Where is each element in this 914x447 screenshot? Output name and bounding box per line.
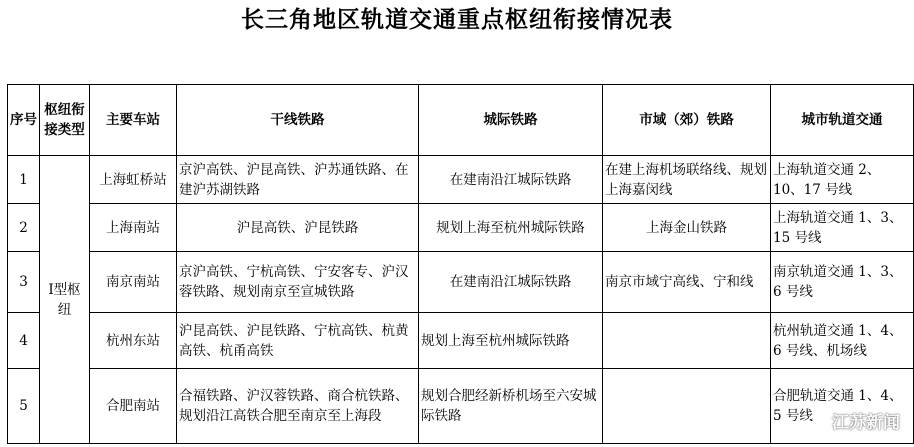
cell-suburban <box>603 369 771 444</box>
header-intercity-railway: 城际铁路 <box>419 85 603 156</box>
cell-seq: 2 <box>8 204 40 252</box>
cell-station: 上海南站 <box>90 204 177 252</box>
cell-station: 上海虹桥站 <box>90 156 177 204</box>
cell-metro: 合肥轨道交通 1、4、5 号线 <box>771 369 914 444</box>
cell-seq: 4 <box>8 313 40 369</box>
cell-station: 杭州东站 <box>90 313 177 369</box>
header-seq: 序号 <box>8 85 40 156</box>
cell-suburban: 南京市域宁高线、宁和线 <box>603 252 771 313</box>
header-row <box>8 85 914 156</box>
cell-suburban <box>603 313 771 369</box>
cell-trunk: 京沪高铁、沪昆高铁、沪苏通铁路、在建沪苏湖铁路 <box>177 156 419 204</box>
cell-metro: 上海轨道交通 2、10、17 号线 <box>771 156 914 204</box>
page-title: 长三角地区轨道交通重点枢纽衔接情况表 <box>241 7 673 33</box>
header-suburban-railway: 市域（郊）铁路 <box>603 85 771 156</box>
table-row <box>8 204 914 252</box>
cell-intercity: 规划合肥经新桥机场至六安城际铁路 <box>419 369 603 444</box>
cell-intercity: 规划上海至杭州城际铁路 <box>419 204 603 252</box>
cell-intercity: 在建南沿江城际铁路 <box>419 252 603 313</box>
cell-trunk: 沪昆高铁、沪昆铁路 <box>177 204 419 252</box>
cell-seq: 5 <box>8 369 40 444</box>
header-urban-rail-transit: 城市轨道交通 <box>771 85 914 156</box>
table-row <box>8 252 914 313</box>
table-row <box>8 313 914 369</box>
cell-hub-type: I型枢纽 <box>40 156 90 444</box>
cell-metro: 杭州轨道交通 1、4、6 号线、机场线 <box>771 313 914 369</box>
cell-station: 合肥南站 <box>90 369 177 444</box>
table-row <box>8 156 914 204</box>
cell-station: 南京南站 <box>90 252 177 313</box>
hub-table <box>7 84 914 444</box>
header-hub-type: 枢纽衔接类型 <box>40 85 90 156</box>
table-row <box>8 369 914 444</box>
cell-suburban: 上海金山铁路 <box>603 204 771 252</box>
header-trunk-railway: 干线铁路 <box>177 85 419 156</box>
cell-trunk: 京沪高铁、宁杭高铁、宁安客专、沪汉蓉铁路、规划南京至宣城铁路 <box>177 252 419 313</box>
cell-seq: 1 <box>8 156 40 204</box>
cell-metro: 上海轨道交通 1、3、15 号线 <box>771 204 914 252</box>
cell-trunk: 合福铁路、沪汉蓉铁路、商合杭铁路、规划沿江高铁合肥至南京至上海段 <box>177 369 419 444</box>
cell-suburban: 在建上海机场联络线、规划上海嘉闵线 <box>603 156 771 204</box>
cell-metro: 南京轨道交通 1、3、6 号线 <box>771 252 914 313</box>
cell-intercity: 规划上海至杭州城际铁路 <box>419 313 603 369</box>
header-station: 主要车站 <box>90 85 177 156</box>
watermark-text: 江苏新闻 <box>832 413 900 433</box>
cell-seq: 3 <box>8 252 40 313</box>
cell-intercity: 在建南沿江城际铁路 <box>419 156 603 204</box>
cell-trunk: 沪昆高铁、沪昆铁路、宁杭高铁、杭黄高铁、杭甬高铁 <box>177 313 419 369</box>
